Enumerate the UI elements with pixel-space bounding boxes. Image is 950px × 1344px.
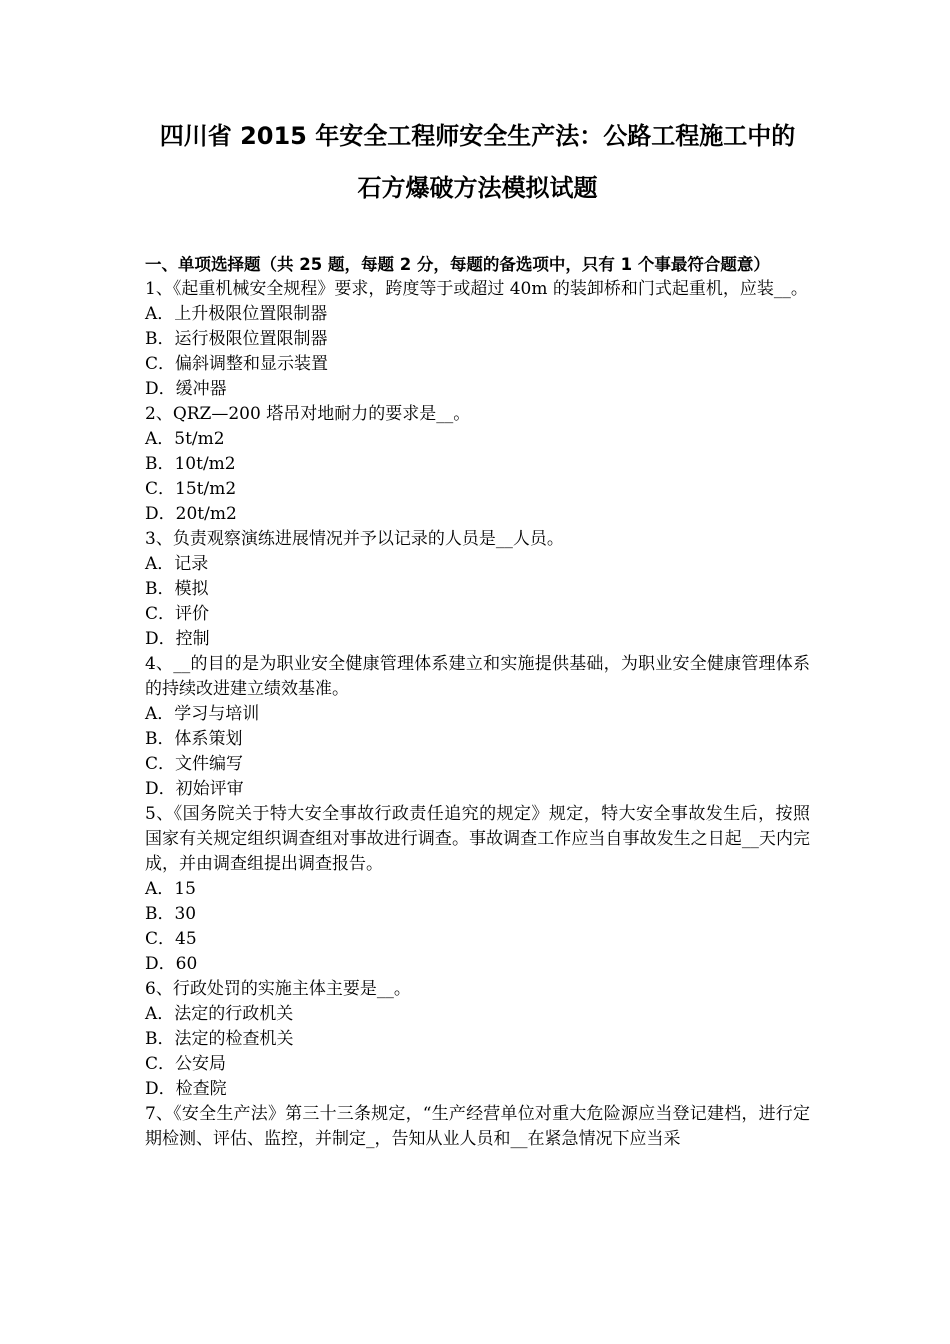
answer-option: C．公安局	[145, 1054, 227, 1074]
title-line-2: 石方爆破方法模拟试题	[357, 174, 598, 202]
answer-option: C．偏斜调整和显示装置	[145, 354, 329, 374]
answer-option: A．5t/m2	[145, 429, 225, 449]
question-stem: 3、负责观察演练进展情况并予以记录的人员是__人员。	[145, 529, 564, 549]
question-stem: 2、QRZ—200 塔吊对地耐力的要求是__。	[145, 404, 471, 424]
question-stem: 5、《国务院关于特大安全事故行政责任追究的规定》规定，特大安全事故发生后，按照国家有关规定组织调查组对事故进行调查。事故调查工作应当自事故发生之日起__天内完成，并由调查组提出调查报告。	[145, 804, 810, 874]
answer-option: C．15t/m2	[145, 479, 237, 499]
answer-option: A．法定的行政机关	[145, 1004, 294, 1024]
question-item	[145, 652, 810, 802]
question-list	[145, 277, 810, 1152]
question-stem: 1、《起重机械安全规程》要求，跨度等于或超过 40m 的装卸桥和门式起重机，应装__。	[145, 279, 808, 299]
title-line-1: 四川省 2015 年安全工程师安全生产法：公路工程施工中的	[159, 122, 796, 150]
answer-option: B．运行极限位置限制器	[145, 329, 328, 349]
answer-option: D．控制	[145, 629, 210, 649]
answer-option: C．评价	[145, 604, 210, 624]
answer-option: A．上升极限位置限制器	[145, 304, 328, 324]
answer-option: A．记录	[145, 554, 209, 574]
question-item	[145, 977, 810, 1102]
answer-option: B．体系策划	[145, 729, 243, 749]
answer-option: B．10t/m2	[145, 454, 236, 474]
answer-option: B．模拟	[145, 579, 209, 599]
document-title	[145, 110, 810, 214]
question-item	[145, 277, 810, 402]
answer-option: D．缓冲器	[145, 379, 227, 399]
question-item	[145, 527, 810, 652]
document-page	[145, 110, 810, 1152]
answer-option: C．文件编写	[145, 754, 244, 774]
answer-option: D．20t/m2	[145, 504, 237, 524]
question-stem: 6、行政处罚的实施主体主要是__。	[145, 979, 411, 999]
answer-option: B．30	[145, 904, 197, 924]
question-stem: 4、__的目的是为职业安全健康管理体系建立和实施提供基础，为职业安全健康管理体系的持续改进建立绩效基准。	[145, 654, 810, 699]
question-item	[145, 1102, 810, 1152]
question-stem: 7、《安全生产法》第三十三条规定，“生产经营单位对重大危险源应当登记建档，进行定期检测、评估、监控，并制定_，告知从业人员和__在紧急情况下应当采	[145, 1104, 810, 1149]
question-item	[145, 402, 810, 527]
question-item	[145, 802, 810, 977]
answer-option: B．法定的检查机关	[145, 1029, 294, 1049]
section-heading: 一、单项选择题（共 25 题，每题 2 分，每题的备选项中，只有 1 个事最符合题意）	[145, 255, 770, 274]
answer-option: A．15	[145, 879, 196, 899]
answer-option: C．45	[145, 929, 197, 949]
answer-option: D．检查院	[145, 1079, 227, 1099]
answer-option: A．学习与培训	[145, 704, 260, 724]
answer-option: D．60	[145, 954, 198, 974]
answer-option: D．初始评审	[145, 779, 244, 799]
